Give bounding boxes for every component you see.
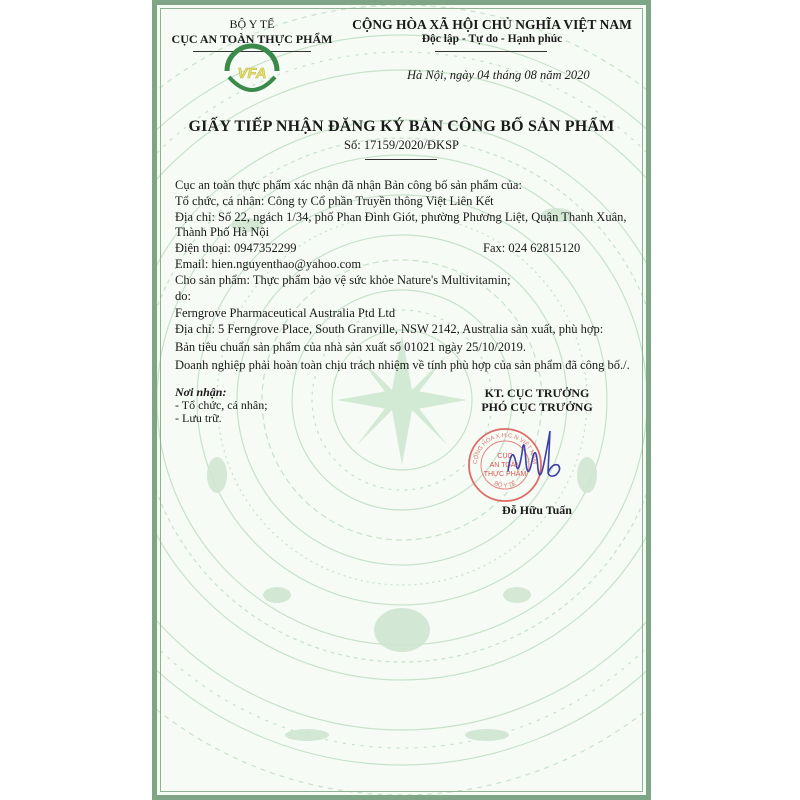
fax-text: Fax: 024 62815120	[483, 241, 581, 255]
signatory-line-2: PHÓ CỤC TRƯỞNG	[481, 400, 593, 414]
svg-text:THỰC PHẨM: THỰC PHẨM	[483, 471, 527, 478]
email-text: Email: hien.nguyenthao@yahoo.com	[175, 257, 362, 271]
product-text: Cho sản phẩm: Thực phẩm bảo vệ sức khỏe Nature's Multivitamin;	[175, 273, 511, 287]
by-text: do:	[175, 289, 191, 303]
recipients-label: Nơi nhận:	[175, 385, 227, 399]
handwritten-signature-icon	[502, 423, 572, 493]
signer-name: Đỗ Hữu Tuấn	[502, 503, 572, 517]
standard-text: Bản tiêu chuẩn sản phẩm của nhà sản xuất số 01021 ngày 25/10/2019.	[175, 340, 526, 354]
svg-text:CỘNG HÒA X.H.C.N VIỆT NAM: CỘNG HÒA X.H.C.N VIỆT NAM	[472, 432, 538, 465]
number-underline	[365, 159, 437, 160]
signatory-title	[457, 386, 617, 414]
recipients-block	[175, 386, 268, 425]
national-motto: Độc lập - Tự do - Hạnh phúc	[421, 33, 563, 45]
ministry-name: BỘ Y TẾ	[229, 17, 275, 31]
responsibility-text: Doanh nghiệp phải hoàn toàn chịu trách nhiệm về tính phù hợp của sản phẩm đã công bố./.	[175, 358, 630, 372]
address-line-1: Địa chỉ: Số 22, ngách 1/34, phố Phan Đình Giót, phường Phương Liệt, Quận Thanh Xuân,	[175, 210, 627, 224]
intro-text: Cục an toàn thực phẩm xác nhận đã nhận Bản công bố sản phẩm của:	[175, 178, 522, 192]
address-line-2: Thành Phố Hà Nội	[175, 225, 270, 239]
national-header	[347, 17, 637, 47]
signatory-line-1: KT. CỤC TRƯỞNG	[484, 386, 590, 400]
nation-name: CỘNG HÒA XÃ HỘI CHỦ NGHĨA VIỆT NAM	[352, 17, 632, 32]
recipient-item: - Tổ chức, cá nhân;	[175, 398, 268, 412]
document-title: GIẤY TIẾP NHẬN ĐĂNG KÝ BẢN CÔNG BỐ SẢN PHẨM	[188, 118, 615, 135]
svg-text:VFA: VFA	[237, 65, 267, 82]
certificate-paper	[157, 5, 646, 795]
svg-text:AN TOÀN: AN TOÀN	[489, 462, 521, 469]
svg-text:BỘ Y TẾ: BỘ Y TẾ	[492, 480, 518, 490]
document-number: Số: 17159/2020/ĐKSP	[344, 138, 459, 152]
svg-text:CỤC: CỤC	[497, 453, 513, 460]
recipient-item: - Lưu trữ.	[175, 411, 222, 425]
agency-name: CỤC AN TOÀN THỰC PHẨM	[171, 32, 333, 46]
manufacturer-text: Ferngrove Pharmaceutical Australia Ptd Ltd	[175, 306, 396, 320]
organization-text: Tổ chức, cá nhân: Công ty Cổ phần Truyền thông Việt Liên Kết	[175, 194, 494, 208]
motto-underline	[435, 51, 547, 52]
place-date: Hà Nội, ngày 04 tháng 08 năm 2020	[407, 68, 590, 82]
manufacturer-address: Địa chỉ: 5 Ferngrove Place, South Granville, NSW 2142, Australia sản xuất, phù hợp:	[175, 322, 604, 336]
vfa-logo-icon	[219, 41, 285, 99]
phone-text: Điện thoại: 0947352299	[175, 241, 297, 255]
